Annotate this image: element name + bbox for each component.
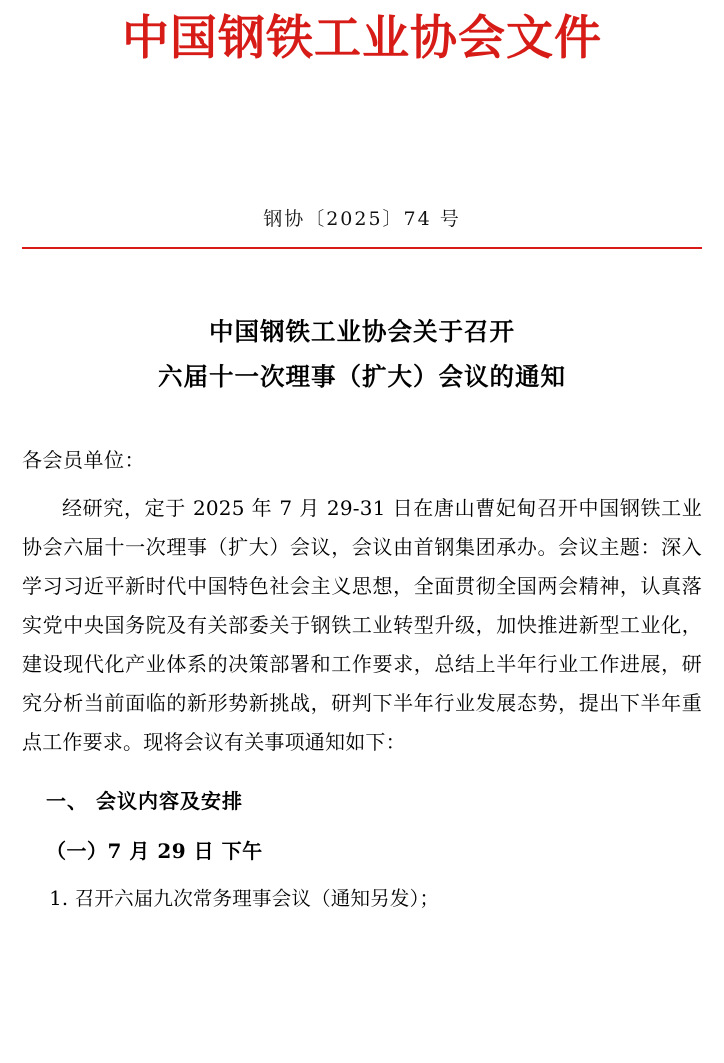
document-page <box>0 10 724 1063</box>
body-paragraph-1: 经研究，定于 2025 年 7 月 29-31 日在唐山曹妃甸召开中国钢铁工业协会六届十一次理事（扩大）会议，会议由首钢集团承办。会议主题：深入学习习近平新时代中国特色社会主义思想，全面贯彻全国两会精神，认真落实党中央国务院及有关部委关于钢铁工业转型升级，加快推进新型工业化，建设现代化产业体系的决策部署和工作要求，总结上半年行业工作进展，研究分析当前面临的新形势新挑战，研判下半年行业发展态势，提出下半年重点工作要求。现将会议有关事项通知如下： <box>22 496 702 755</box>
document-title-line-1: 中国钢铁工业协会关于召开 <box>209 316 515 346</box>
document-header <box>22 10 702 69</box>
sub-heading-1: （一）7 月 29 日 下午 <box>46 839 263 864</box>
document-number-row <box>22 204 702 231</box>
list-item-1: 1. 召开六届九次常务理事会议（通知另发）； <box>49 887 440 911</box>
document-number: 钢协〔2025〕74 号 <box>263 207 461 230</box>
document-title <box>22 309 702 400</box>
document-title-line-2: 六届十一次理事（扩大）会议的通知 <box>158 362 566 392</box>
red-divider-rule <box>22 247 702 249</box>
salutation: 各会员单位： <box>22 448 145 473</box>
document-header-title: 中国钢铁工业协会文件 <box>122 11 602 66</box>
section-heading-1: 一、 会议内容及安排 <box>46 789 243 814</box>
